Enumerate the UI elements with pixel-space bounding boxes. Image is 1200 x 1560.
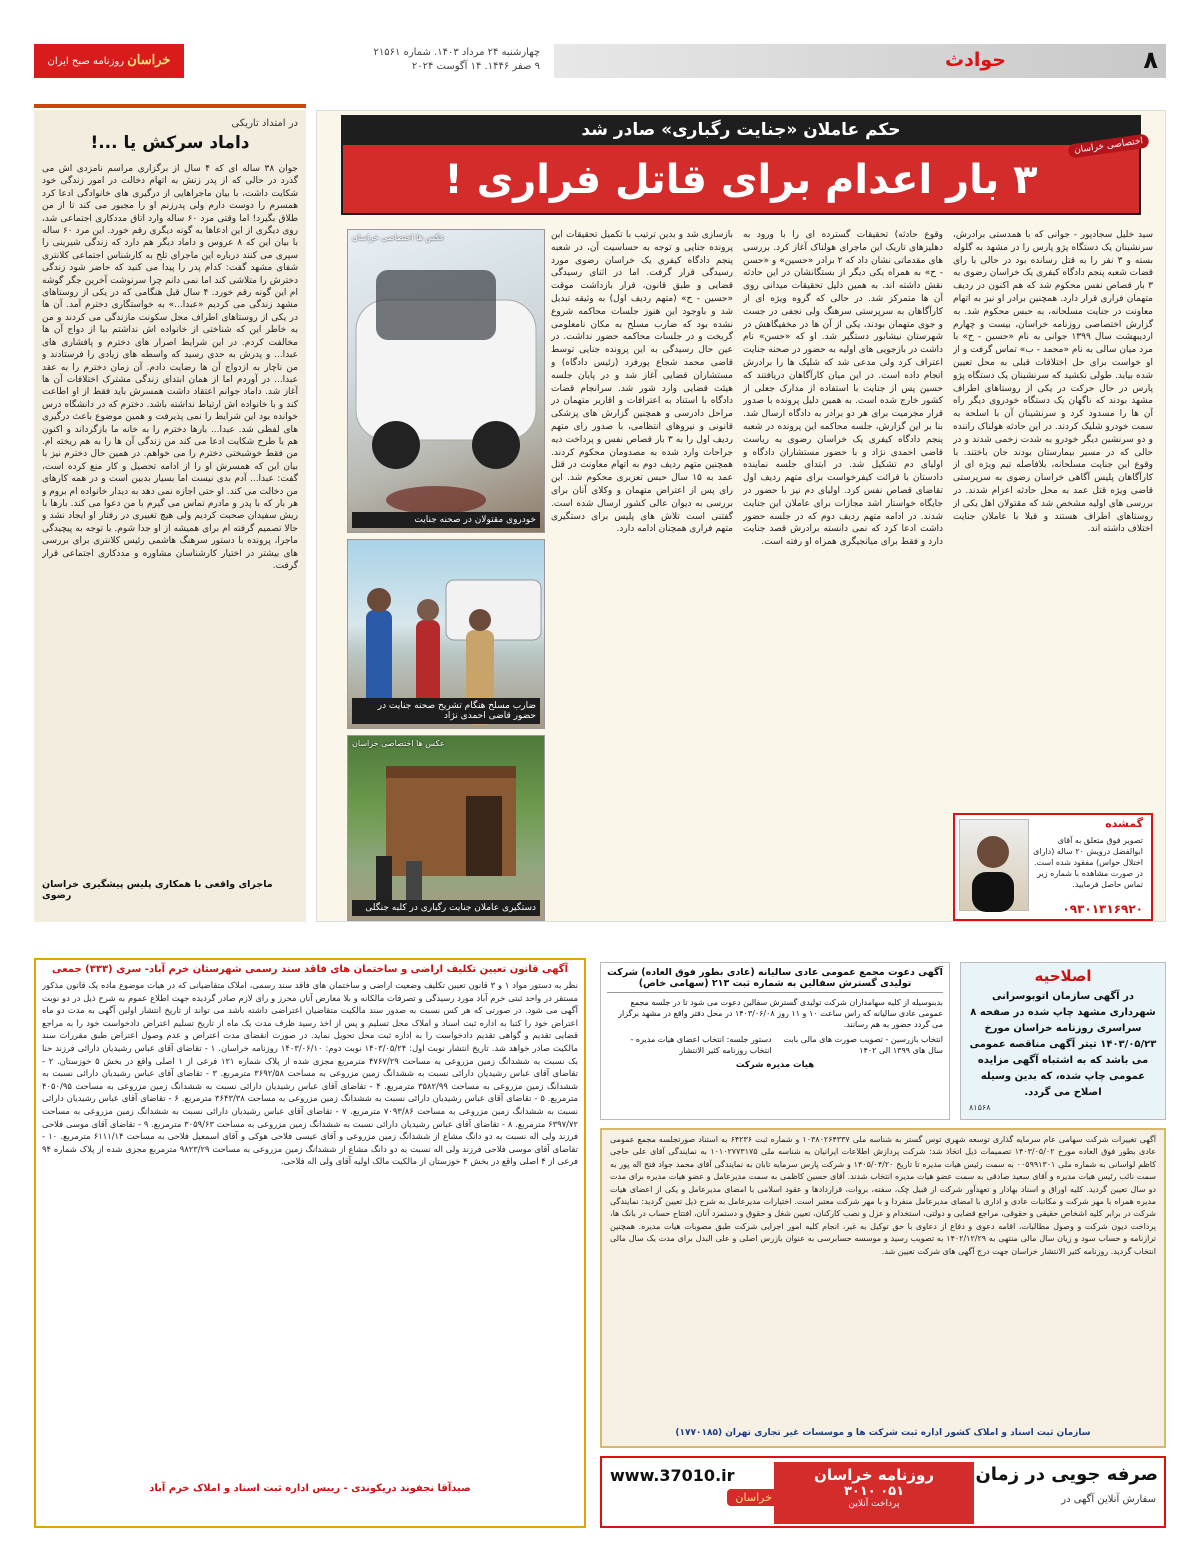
banner-paper-name: روزنامه خراسان [814,1466,934,1484]
main-column-3: بازسازی شد و بدین ترتیب با تکمیل تحقیقات این پرونده جنایی و توجه به حساسیت آن، در شعبه پنجم دادگاه کیفری یک خراسان رضوی مورد رسیدگی قرار گرفت. اما در اثنای رسیدگی قضایی و طبق قانون، قرار بازداشت موقت «حسین - ح» (متهم ردیف اول) به وثیقه تبدیل شد و باوجود این هنوز جلسات محاکمه شروع نشده بود که ضارب مسلح به مکان نامعلومی گریخت و در جلسات محاکمه حضور نداشت. در عین حال رسیدگی به این پرونده جنایی توسط قاضی محمد شجاع پورفرد (رئیس دادگاه) و مستشاران قضایی آغاز شد و در پایان جلسه هیئت قضایی وارد شور شد. سرانجام قضات دادگاه با استناد به اعترافات و اقاریر متهمان در مراحل دادرسی و همچنین گزارش های پزشکی قانونی و نیروهای انتظامی، با صدور رای متهم ردیف اول را به ۳ بار قصاص نفس و پرداخت دیه جراحات وارد شده به مصدومان محکوم کردند. همچنین متهم ردیف دوم به اتهام معاونت در قتل عمد به ۱۵ سال حبس تعزیری محکوم شد. این رای پس از اعتراض متهمان و وکلای آنان برای بررسی به دیوان عالی کشور ارسال شده است. گفتنی است تلاش های پلیس برای دستگیری متهم فراری همچنان ادامه دارد. [551,230,733,535]
page-number: ۸ [1143,46,1158,74]
banner-subline: سفارش آنلاین آگهی در [1061,1494,1156,1505]
land-ad-body: نظر به دستور مواد ۱ و ۳ قانون تعیین تکلیف وضعیت اراضی و ساختمان های فاقد سند رسمی، املاک متقاضیانی که در هیات موضوع ماده یک قانون مذکور مستقر در واحد ثبتی خرم آباد مورد رسیدگی و تصرفات مالکانه و بلا معارض آنان محرز و رای لازم صادر گردیده جهت اطلاع عموم به شرح ذیل در دو نوبت آگهی می شود. در صورتی که هر کس نسبت به صدور سند مالکیت متقاضیان اعتراضی داشته باشد می تواند از تاریخ انتشار اولین آگهی به مدت دو ماه اعتراض خود را کتبا به اداره ثبت اسناد و املاک محل تسلیم و پس از اخذ رسید ظرف مدت یک ماه از تاریخ تسلیم اعتراض دادخواست خود را به مراجع قضایی تقدیم و گواهی تقدیم دادخواست را به اداره ثبت محل تحویل نماید. در صورت انقضای مدت اعتراض و عدم وصول اعتراض طبق مقررات سند مالکیت صادر خواهد شد. تاریخ انتشار نوبت اول: ۱۴۰۳/۰۵/۲۴ نوبت دوم: ۱۴۰۳/۰۶/۱۰ روزنامه خراسان. ۱ - تقاضای آقای عباس رشیدیان دارائی فرزند حنا بک نسبت به ششدانگ زمین مزروعی به مساحت ۴۷۶۷/۲۹ مترمربع مجزی شده از پلاک شماره ۱۲۱ فرعی از ۱ اصلی واقع در بخش ۵ خوزستان. ۲ - تقاضای آقای عباس رشیدیان دارائی نسبت به ششدانگ زمین مزروعی به مساحت ۳۶۹۲/۵۸ مترمربع. ۳ - تقاضای آقای عباس رشیدیان دارائی نسبت به ششدانگ زمین مزروعی به مساحت ۳۵۸۲/۹۹ مترمربع. ۴ - تقاضای آقای عباس رشیدیان دارائی نسبت به ششدانگ زمین مزروعی به مساحت ۴۰۵۰/۹۵ مترمربع. ۵ - تقاضای آقای عباس رشیدیان دارائی نسبت به ششدانگ زمین مزروعی به مساحت ۳۶۴۳/۳۸ مترمربع. ۶ - تقاضای آقای عباس رشیدیان دارائی نسبت به ششدانگ زمین مزروعی به مساحت ۷۰۹۳/۸۶ مترمربع. ۷ - تقاضای آقای عباس رشیدیان دارائی نسبت به ششدانگ زمین مزروعی به مساحت ۶۳۹۷/۷۲ مترمربع. ۸ - تقاضای آقای عباس رشیدیان دارائی نسبت به ششدانگ زمین مزروعی به مساحت ۳۰۵۹/۶۳ مترمربع. ۹ - تقاضای آقای موسی فلاحی فرزند ولی اله نسبت به دو دانگ مشاع از ششدانگ زمین مزروعی و آقای عیسی فلاحی هوکی و آقای اسمعیل فلاحی به مساحت ۶۱۱۱/۱۴ مترمربع. ۱۰ - تقاضای آقای موسی فلاحی فرزند ولی اله نسبت به دو دانگ مشاع از ششدانگ زمین مزروعی به مساحت ۹۸۲۳/۲۹ مترمربع مجزی شده از پلاک شماره ۹۴ فرعی از ۴ اصلی واقع در بخش ۴ خوزستان از مالکیت مالک اولیه آقای ولی اله فلاحی. [42,980,578,1167]
land-ad-title: آگهی قانون تعیین تکلیف اراضی و ساختمان های فاقد سند رسمی شهرستان خرم آباد- سری (۳۳۳) جمعی [52,964,568,975]
meeting-agenda [607,1034,943,1056]
general-meeting-ad [600,962,950,1120]
left-story-title: داماد سرکش یا ...! [90,133,250,153]
photo-forest-cabin[interactable] [347,735,545,921]
issue-date-line-2: ۹ صفر ۱۴۴۶. ۱۴ آگوست ۲۰۲۴ [411,61,540,72]
left-story-kicker: در امتداد تاریکی [231,118,298,129]
missing-description: تصویر فوق متعلق به آقای ابوالفضل درویش ۲۰ ساله (دارای اختلال حواس) مفقود شده است. در صورت مشاهده با شماره زیر تماس حاصل فرمایید. [1033,836,1143,889]
missing-person-photo [959,819,1029,911]
cabin-illustration [347,736,544,921]
masthead [34,44,1166,78]
logo-name: خراسان [127,53,171,68]
meeting-ad-title: آگهی دعوت مجمع عمومی عادی سالیانه (عادی بطور فوق العاده) شرکت تولیدی گسترش سفالین به شماره ثبت ۲۱۳ (سهامی خاص) [607,967,943,993]
exclusive-badge: اختصاصی خراسان [1067,133,1149,158]
company-changes-ad [600,1128,1166,1448]
company-ad-body: آگهی تغییرات شرکت سهامی عام سرمایه گذاری توسعه شهری توس گستر به شناسه ملی ۱۰۳۸۰۲۶۴۳۳۷ و شماره ثبت ۶۴۲۳۶ به استناد صورتجلسه مجمع عمومی عادی بطور فوق العاده مورخ ۱۴۰۳/۰۵/۰۲ تصمیمات ذیل اتخاذ شد: شرکت پردازش اطلاعات ایرانیان به شناسه ملی ۱۰۱۰۲۷۷۳۱۷۵ به نمایندگی آقای علی حاجی کاظم لواسانی به شماره ملی ۰۰۵۹۹۱۳۰۱ به سمت رئیس هیات مدیره تا تاریخ ۱۴۰۵/۰۴/۲۰ و شرکت پارس سرمایه تابان به نمایندگی آقای محمد جواد فتح اله پور به سمت نائب رئیس هیات مدیره و آقای سعید صادقی به سمت عضو هیات مدیره انتخاب شدند. آقای حسین کاظمی به سمت مدیرعامل و عضو هیات مدیره برای مدت دو سال تعیین گردید. کلیه اوراق و اسناد بهادار و تعهدآور شرکت از قبیل چک، سفته، بروات، قراردادها و عقود اسلامی با امضای مدیرعامل و یکی از اعضای هیات مدیره همراه با مهر شرکت و مکاتبات عادی و اداری با امضای مدیرعامل منفردا و با مهر شرکت معتبر است. اختیارات مدیرعامل به شرح ذیل تعیین گردید: نمایندگی شرکت در برابر کلیه اشخاص حقیقی و حقوقی، مراجع قضایی و دولتی، استخدام و عزل و نصب کارکنان، تعیین شغل و حقوق و دستمزد آنان، افتتاح حساب در بانک ها، پرداخت دیون شرکت و وصول مطالبات، اقامه دعوی و دفاع از دعاوی با حق توکیل به غیر، انجام کلیه امور اجرایی شرکت طبق مصوبات هیات مدیره. همچنین ترازنامه و حساب سود و زیان سال مالی منتهی به ۱۴۰۲/۱۲/۲۹ به تصویب رسید و موسسه حسابرسی به عنوان بازرس اصلی و علی البدل برای مدت یک سال مالی انتخاب گردید. روزنامه کثیر الانتشار خراسان جهت درج آگهی های شرکت تعیین شد. [610,1135,1156,1256]
banner-logo: خراسان [727,1489,780,1506]
missing-title: گمشده [1105,817,1143,830]
main-story [316,110,1166,922]
newspaper-logo[interactable] [34,44,184,78]
banner-online-pay: پرداخت آنلاین [848,1499,900,1509]
logo-tagline: روزنامه صبح ایران [47,56,125,67]
left-story-signature: ماجرای واقعی با همکاری پلیس پیشگیری خراسان رضوی [42,879,273,901]
land-ad-signature: صیدآقا نجفوند دریکوندی - رییس اداره ثبت اسناد و املاک خرم آباد [149,1483,471,1494]
meeting-ad-footer: هیات مدیره شرکت [735,1060,815,1070]
section-title: حوادث [945,49,1006,71]
land-registry-ad [34,958,586,1528]
company-ad-footer: سازمان ثبت اسناد و املاک کشور اداره ثبت شرکت ها و موسسات غیر تجاری تهران (۱۷۷۰۱۸۵) [675,1428,1091,1438]
main-column-1: سید خلیل سجادپور - جوانی که با همدستی برادرش، سرنشینان یک دستگاه پژو پارس را در مشهد به گلوله بسته و ۳ نفر را به قتل رسانده بود در حالی با رای قضات شعبه پنجم دادگاه کیفری یک خراسان رضوی به ۳ بار قصاص نفس محکوم شد که هم اکنون در ردیف متهمان فراری قرار دارد. همچنین برادر او نیز به اتهام معاونت در جنایت مسلحانه، به حبس محکوم شد. به گزارش اختصاصی روزنامه خراسان، بیست و چهارم اردیبهشت سال ۱۳۹۹ جوانی به نام «حسین - ح» با مرد میان سالی به نام «محمد - ب» تماس گرفت و از او خواست برای حل اختلافات قبلی به محل تعیین شده بیاید. طولی نکشید که سرنشینان یک دستگاه پژو پارس در حال حرکت در یکی از روستاهای اطراف مشهد بودند که ناگهان یک دستگاه خودروی دیگر راه آن ها را مسدود کرد و سرنشینان آن با اسلحه به سمت خودرو شلیک کردند. در این حادثه هولناک راننده و دو سرنشین دیگر خودرو به شدت زخمی شدند و در حالی که در مسیر بیمارستان بودند جان باختند. با وقوع این جنایت مسلحانه، بلافاصله تیم ویژه ای از کارآگاهان پلیس آگاهی خراسان رضوی به سرپرستی قاضی ویژه قتل عمد به محل حادثه اعزام شدند. در بررسی های اولیه مشخص شد که مقتولان اهل یکی از روستاهای اطراف هستند و قبلا با عاملان جنایت اختلاف داشته اند. [953,230,1153,535]
missing-person-box [953,813,1153,921]
photo-caption: ضارب مسلح هنگام تشریح صحنه جنایت در حضور قاضی احمدی نژاد [352,698,540,724]
photo-credit: عکس ها اختصاصی خراسان [352,233,445,242]
main-kicker: حکم عاملان «جنایت رگباری» صادر شد [341,115,1141,145]
main-headline-block [341,115,1144,217]
car-illustration [347,230,544,533]
banner-paper-box [774,1462,974,1524]
agenda-left: دستور جلسه: انتخاب اعضای هیات مدیره - انتخاب روزنامه کثیر الانتشار [630,1035,772,1055]
meeting-ad-body: بدینوسیله از کلیه سهامداران شرکت تولیدی گسترش سفالین دعوت می شود تا در جلسه مجمع عمومی عادی سالیانه که راس ساعت ۱۰ و ۱۱ روز ۱۴۰۳/۰۶/۰۸ در محل دفتر واقع در مشهد برگزار می گردد حضور به هم رسانند. [618,998,943,1029]
banner-headline: صرفه جویی در زمان [975,1464,1158,1485]
issue-date-line: چهارشنبه ۲۴ مرداد ۱۴۰۳. شماره ۲۱۵۶۱ [373,47,540,58]
section-bar [554,44,1166,78]
photo-caption: دستگیری عاملان جنایت رگباری در کلبه جنگلی [352,900,540,916]
online-ad-banner[interactable] [600,1456,1166,1528]
correction-ad [960,962,1166,1120]
photo-victims-car[interactable] [347,229,545,533]
banner-url-link[interactable]: www.37010.ir [610,1466,735,1485]
main-column-2: وقوع حادثه) تحقیقات گسترده ای را با ورود به دهلیزهای تاریک این ماجرای هولناک آغاز کرد. بررسی های مقدماتی نشان داد که ۲ برادر «حسین» و «حسن - ح» به همراه یکی دیگر از بستگانشان در این حادثه نقش داشته اند. به همین دلیل تحقیقات میدانی روی آن ها متمرکز شد. در حالی که گروه ویژه ای از کارآگاهان به سرپرستی سرهنگ ولی نجفی در جست و جوی متهمان بودند، یکی از آن ها در مخفیگاهش در شهرستان نیشابور دستگیر شد. او که «حسن» نام داشت در بازجویی های اولیه به حضور در صحنه جنایت اعتراف کرد ولی مدعی شد که شلیک ها را برادرش انجام داده است. در این میان کارآگاهان دریافتند که حسین پس از جنایت با استفاده از مدارک جعلی از کشور خارج شده است. به همین دلیل پرونده با صدور قرار مجرمیت برای هر دو برادر به دادگاه ارسال شد. بنا بر این گزارش، جلسه محاکمه این پرونده در شعبه پنجم دادگاه کیفری یک خراسان رضوی به ریاست قاضی احمدی نژاد و با حضور مستشاران دادگاه و اولیای دم تشکیل شد. در ابتدای جلسه نماینده دادستان با قرائت کیفرخواست برای متهم ردیف اول تقاضای قصاص نفس کرد. اولیای دم نیز با حضور در جایگاه خواستار اشد مجازات برای عاملان این جنایت شدند. در ادامه متهم ردیف دوم که در جلسه حضور داشت ادعا کرد که نمی دانسته برادرش قصد جنایت دارد و فقط برای میانجیگری همراه او رفته است. [743,230,943,548]
missing-phone[interactable]: ۰۹۳۰۱۳۱۶۹۲۰ [1062,902,1143,916]
correction-title: اصلاحیه [1034,967,1092,985]
banner-link-area [610,1466,780,1522]
issue-info [186,46,546,76]
photo-caption: خودروی مقتولان در صحنه جنایت [352,512,540,528]
correction-body: در آگهی سازمان اتوبوسرانی شهرداری مشهد چاپ شده در صفحه ۸ سراسری روزنامه خراسان مورخ ۱۴۰۳/۰۵/۲۳ تیتر آگهی مناقصه عمومی می باشد که به اشتباه آگهی مزایده عمومی چاپ شده، که بدین وسیله اصلاح می گردد. [969,991,1157,1098]
photo-credit: عکس ها اختصاصی خراسان [352,739,445,748]
left-story [34,110,306,922]
left-story-accent [34,104,306,108]
person-icon [958,820,1028,912]
photo-crime-reenactment[interactable] [347,539,545,729]
agenda-right: انتخاب بازرسین - تصویب صورت های مالی بابت سال های ۱۳۹۹ الی ۱۴۰۲ [783,1035,943,1055]
correction-code: ۸۱۵۶۸ [969,1103,991,1112]
left-story-body: جوان ۳۸ ساله ای که ۴ سال از برگزاری مراسم نامزدی اش می گذرد در حالی که از پدر زنش به اتهام دخالت در امور زندگی خود شکایت داشت، با بیان ماجراهایی از درگیری های خانوادگی ادعا کرد همسرم را دوست دارم ولی پدرزنم او را مجبور می کند تا از من طلاق بگیرد! اما وقتی مرد ۶۰ ساله وارد اتاق مددکاری اجتماعی شد، روی دیگری از این ادعاها به گونه دیگری رقم خورد. این مرد ۶۰ ساله با بیان این که ۸ عروس و داماد دیگر هم دارد که زندگی شیرینی را سپری می کنند درباره این ماجرای تلخ به کارشناس اجتماعی کلانتری شفای مشهد گفت: کدام پدر را پیدا می کنید که حاضر شود زندگی دخترش را متلاشی کند اما نمی دانم چرا سرنوشت آخرین جگر گوشه ام این گونه رقم خورد. ۴ سال قبل هنگامی که در یکی از روستاهای مشهد زندگی می کردیم «عبدا...» به خواستگاری دخترم آمد. آن ها در یکی از روستاهای اطراف محل سکونت مازندگی می کردند و من به خاطر این که شناختی از خانواده اش نداشتم بیا از دواج آن ها مخالفت کردم. در این شرایط اصرار های دخترم و پافشاری های عبدا... و پدرش به حدی رسید که واسطه های زیادی را فرستادند و من ناچار به ازدواج آن ها رضایت دادم. آن زمان دخترم را به عقد عبدا... در آوردم اما از همان ابتدای زندگی مشترک اختلافات آن ها آغاز شد. داماد جوانم اعتقاد داشت همسرش باید فقط از او اطاعت کند و با خانواده اش ارتباط نداشته باشد. دخترم که در دانشگاه درس خوانده بود این شرایط را نمی پذیرفت و همین موضوع باعث درگیری های لفظی شد. عبدا... بارها دخترم را به خانه ما بازگرداند و اکنون هم با طرح شکایت ادعا می کند من زندگی آن ها را به هم ریخته ام. من فقط خوشبختی دخترم را می خواهم. در همین حال دخترم نیز با بیان این که همسرش او را از ادامه تحصیل و کار منع کرده است، گفت: عبدا... آدم بدی نیست اما بسیار بدبین است و در همه کارهای من دخالت می کند. او حتی اجازه نمی دهد به دیدار خانواده ام بروم و هر بار که با پدر و مادرم تماس می گیرم با من دعوا می کند. بارها با ریش سفیدان صحبت کردیم ولی هیچ تغییری در رفتار او ایجاد نشد و حالا تصمیم گرفته ام برای همیشه از او جدا شوم. با توجه به پیچیدگی ماجرا، پرونده با دستور سرهنگ هاشمی رئیس کلانتری برای بررسی های بیشتر در اختیار کارشناسان مشاوره و مددکاری اجتماعی قرار گرفت. [42,164,298,571]
banner-phone: ۰۵۱ ۳۰۱۰ [843,1484,905,1499]
main-title: ۳ بار اعدام برای قاتل فراری ! [341,145,1141,215]
